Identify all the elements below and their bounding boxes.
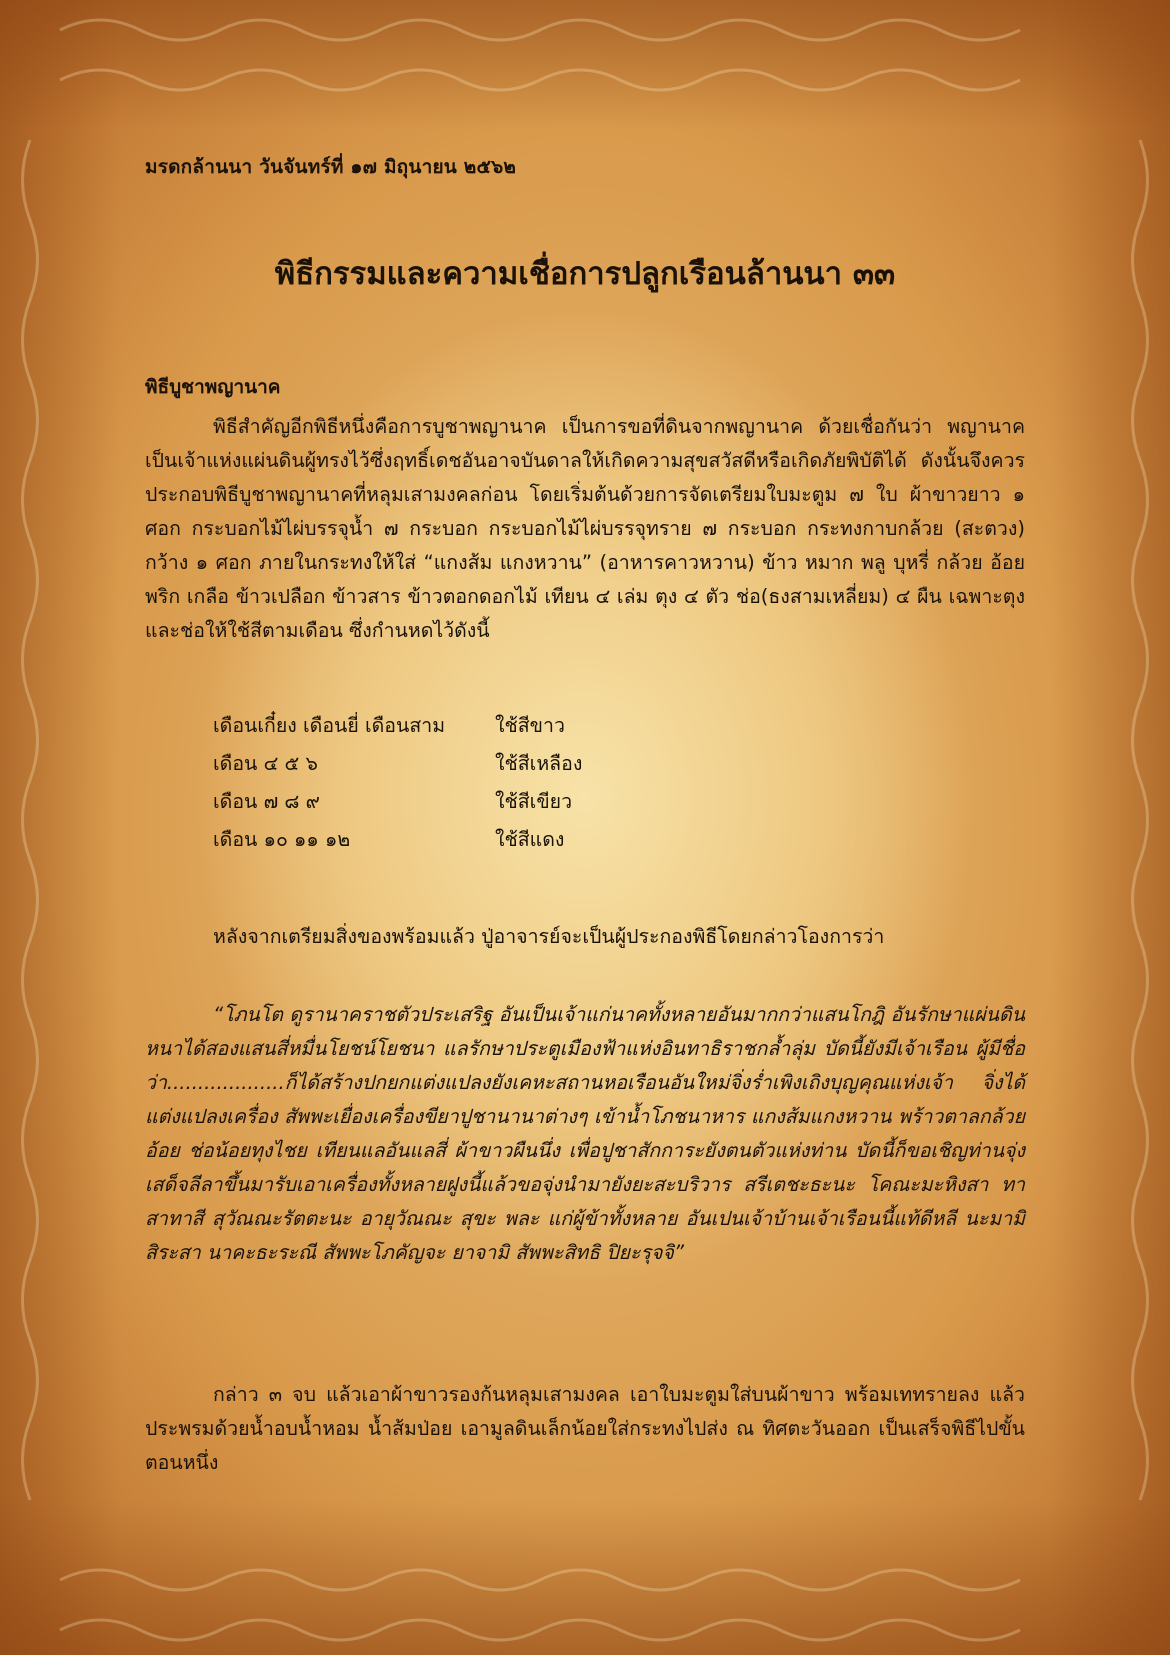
color-label: ใช้สีเขียว [495, 789, 573, 813]
paragraph-ceremony-intro: หลังจากเตรียมสิ่งของพร้อมแล้ว ปู่อาจารย์จะเป็นผู้ประกองพิธีโดยกล่าวโองการว่า [213, 925, 885, 948]
month-label: เดือนเกี๋ยง เดือนยี่ เดือนสาม [213, 713, 446, 737]
document-page [145, 0, 1025, 1655]
month-label: เดือน ๑๐ ๑๑ ๑๒ [213, 827, 351, 851]
incantation-text: “โภนโต ดูรานาคราชตัวประเสริฐ อันเป็นเจ้าแก่นาคทั้งหลายอันมากกว่าแสนโกฎิ อันรักษาแผ่นดินหนาได้สองแสนสี่หมื่นโยชน์โยชนา แลรักษาประตูเมืองฟ้าแห่งอินทาธิราชกล้ำลุ่ม บัดนี้ยังมีเจ้าเรือน ผู้มีชื่อว่า...................ก็ได้สร้างปกยกแต่งแปลงยังเคหะสถานหอเรือนอันใหม่จิ่งร่ำเพิงเถิงบุญคุณแห่งเจ้า จิ่งได้แต่งแปลงเครื่อง สัพพะเยื่องเครื่องขียาปูชานานาต่างๆ เข้าน้ำโภชนาหาร แกงส้มแกงหวาน พร้าวตาลกล้วยอ้อย ช่อน้อยทุงไชย เทียนแลอันแลสี่ ผ้าขาวผืนนึ่ง เพื่อปูชาสักการะยังตนตัวแห่งท่าน บัดนี้ก็ขอเชิญท่านจุ่งเสด็จลีลาขึ้นมารับเอาเครื่องทั้งหลายฝูงนี้แล้วขอจุ่งนำมายังยะสะบริวาร สรีเตชะธะนะ โคณะมะหิงสา ทาสาทาสี สุวัณณะรัตตะนะ อายุวัณณะ สุขะ พละ แก่ผู้ข้าทั้งหลาย อันเปนเจ้าบ้านเจ้าเรือนนี้แท้ดีหลี นะมามิ สิระสา นาคะธะระณี สัพพะโภคัญจะ ยาจามิ สัพพะสิทธิ ปิยะรุจจิ” [145, 1003, 1025, 1264]
month-color-row [213, 820, 582, 858]
month-color-table [213, 706, 582, 858]
month-color-row [213, 706, 582, 744]
month-label: เดือน ๔ ๕ ๖ [213, 751, 318, 775]
color-label: ใช้สีแดง [495, 827, 565, 851]
month-color-row [213, 782, 582, 820]
date-line: มรดกล้านนา วันจันทร์ที่ ๑๗ มิถุนายน ๒๕๖๒ [145, 156, 517, 178]
paragraph-conclusion: กล่าว ๓ จบ แล้วเอาผ้าขาวรองก้นหลุมเสามงคล เอาใบมะตูมใส่บนผ้าขาว พร้อมเททรายลง แล้วประพรมด้วยน้ำอบน้ำหอม น้ำส้มป่อย เอามูลดินเล็กน้อยใส่กระทงไปส่ง ณ ทิศตะวันออก เป็นเสร็จพิธีไปขั้นตอนหนึ่ง [145, 1383, 1025, 1474]
color-label: ใช้สีเหลือง [495, 751, 583, 775]
color-label: ใช้สีขาว [495, 713, 565, 737]
section-heading: พิธีบูชาพญานาค [145, 376, 281, 398]
page-title: พิธีกรรมและความเชื่อการปลูกเรือนล้านนา ๓๓ [274, 256, 896, 292]
month-color-row [213, 744, 582, 782]
paragraph-intro: พิธีสำคัญอีกพิธีหนึ่งคือการบูชาพญานาค เป็นการขอที่ดินจากพญานาค ด้วยเชื่อกันว่า พญานาคเป็นเจ้าแห่งแผ่นดินผู้ทรงไว้ซึ่งฤทธิ์เดชอันอาจบันดาลให้เกิดความสุขสวัสดีหรือเกิดภัยพิบัติได้ ดังนั้นจึงควรประกอบพิธีบูชาพญานาคที่หลุมเสามงคลก่อน โดยเริ่มต้นด้วยการจัดเตรียมใบมะตูม ๗ ใบ ผ้าขาวยาว ๑ ศอก กระบอกไม้ไผ่บรรจุน้ำ ๗ กระบอก กระบอกไม้ไผ่บรรจุทราย ๗ กระบอก กระทงกาบกล้วย (สะตวง) กว้าง ๑ ศอก ภายในกระทงให้ใส่ “แกงส้ม แกงหวาน” (อาหารคาวหวาน) ข้าว หมาก พลู บุหรี่ กล้วย อ้อย พริก เกลือ ข้าวเปลือก ข้าวสาร ข้าวตอกดอกไม้ เทียน ๔ เล่ม ตุง ๔ ตัว ช่อ(ธงสามเหลี่ยม) ๔ ผืน เฉพาะตุงและช่อให้ใช้สีตามเดือน ซึ่งกำนหดไว้ดังนี้ [145, 415, 1025, 642]
month-label: เดือน ๗ ๘ ๙ [213, 789, 320, 813]
